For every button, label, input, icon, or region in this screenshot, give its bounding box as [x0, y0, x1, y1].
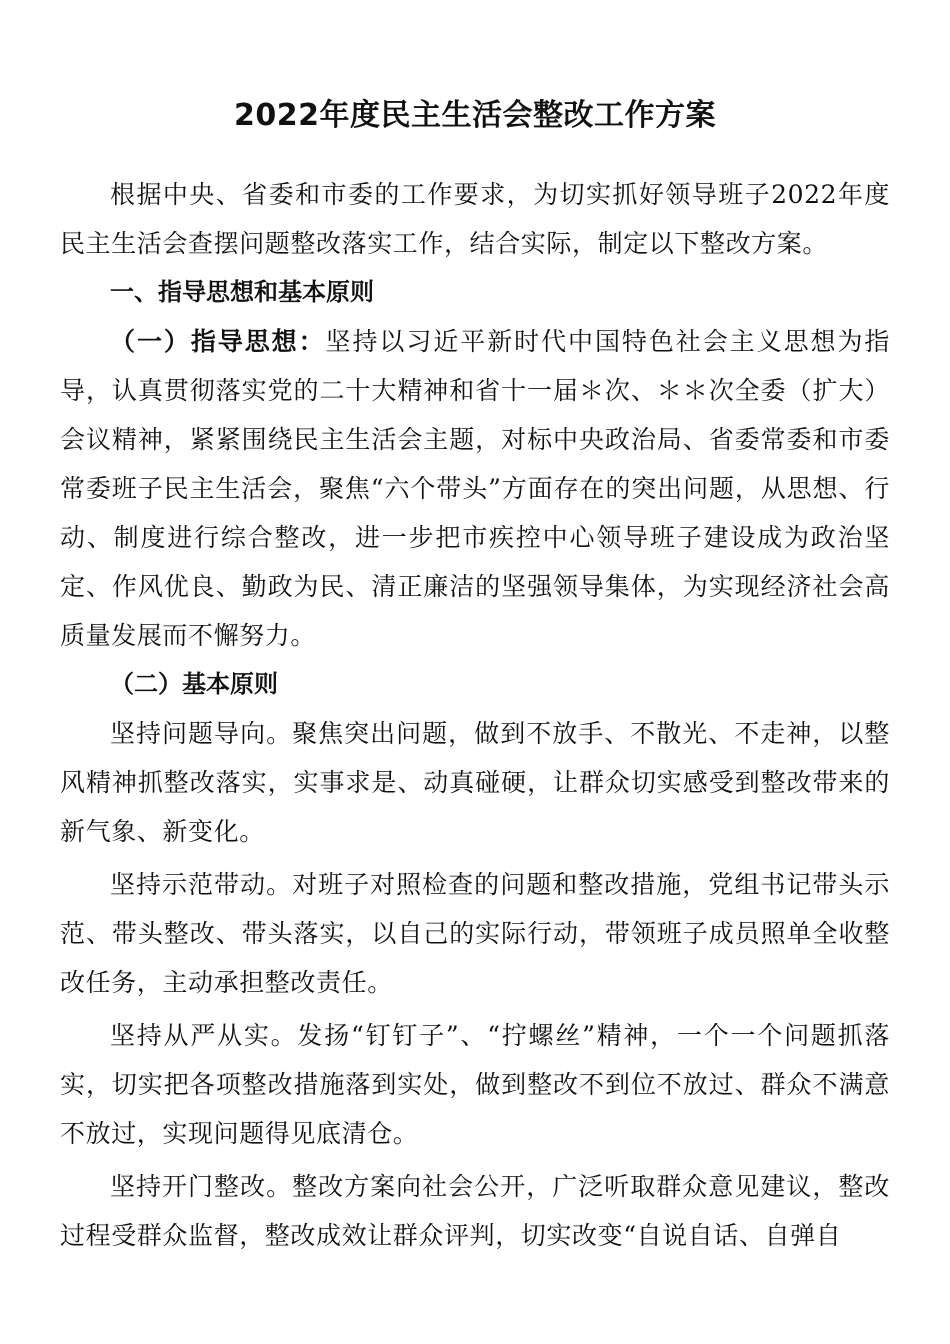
- document-page: [60, 84, 890, 1260]
- guiding-thought-text: 坚持以习近平新时代中国特色社会主义思想为指导，认真贯彻落实党的二十大精神和省十一届＊次、＊＊次全委（扩大）会议精神，紧紧围绕民主生活会主题，对标中央政治局、省委常委和市委常委班子民主生活会，聚焦“六个带头”方面存在的突出问题，从思想、行动、制度进行综合整改，进一步把市疾控中心领导班子建设成为政治坚定、作风优良、勤政为民、清正廉洁的坚强领导集体，为实现经济社会高质量发展而不懈努力。: [60, 327, 890, 650]
- principle-paragraph: 坚持开门整改。整改方案向社会公开，广泛听取群众意见建议，整改过程受群众监督，整改成效让群众评判，切实改变“自说自话、自弹自: [60, 1172, 890, 1250]
- intro-paragraph: 根据中央、省委和市委的工作要求，为切实抓好领导班子2022年度民主生活会查摆问题整改落实工作，结合实际，制定以下整改方案。: [60, 180, 890, 258]
- principle-paragraph: 坚持示范带动。对班子对照检查的问题和整改措施，党组书记带头示范、带头整改、带头落实，以自己的实际行动，带领班子成员照单全收整改任务，主动承担整改责任。: [60, 870, 890, 997]
- principle-paragraph: 坚持问题导向。聚焦突出问题，做到不放手、不散光、不走神，以整风精神抓整改落实，实事求是、动真碰硬，让群众切实感受到整改带来的新气象、新变化。: [60, 719, 890, 846]
- section-heading-guiding-principles: 一、指导思想和基本原则: [110, 278, 374, 306]
- guiding-thought-paragraph: [60, 317, 890, 660]
- basic-principles-heading: （二）基本原则: [110, 670, 278, 698]
- principle-paragraph: 坚持从严从实。发扬“钉钉子”、“拧螺丝”精神，一个一个问题抓落实，切实把各项整改措施落到实处，做到整改不到位不放过、群众不满意不放过，实现问题得见底清仓。: [60, 1021, 890, 1148]
- guiding-thought-label: （一）指导思想：: [110, 327, 326, 356]
- document-title: 2022年度民主生活会整改工作方案: [234, 98, 716, 133]
